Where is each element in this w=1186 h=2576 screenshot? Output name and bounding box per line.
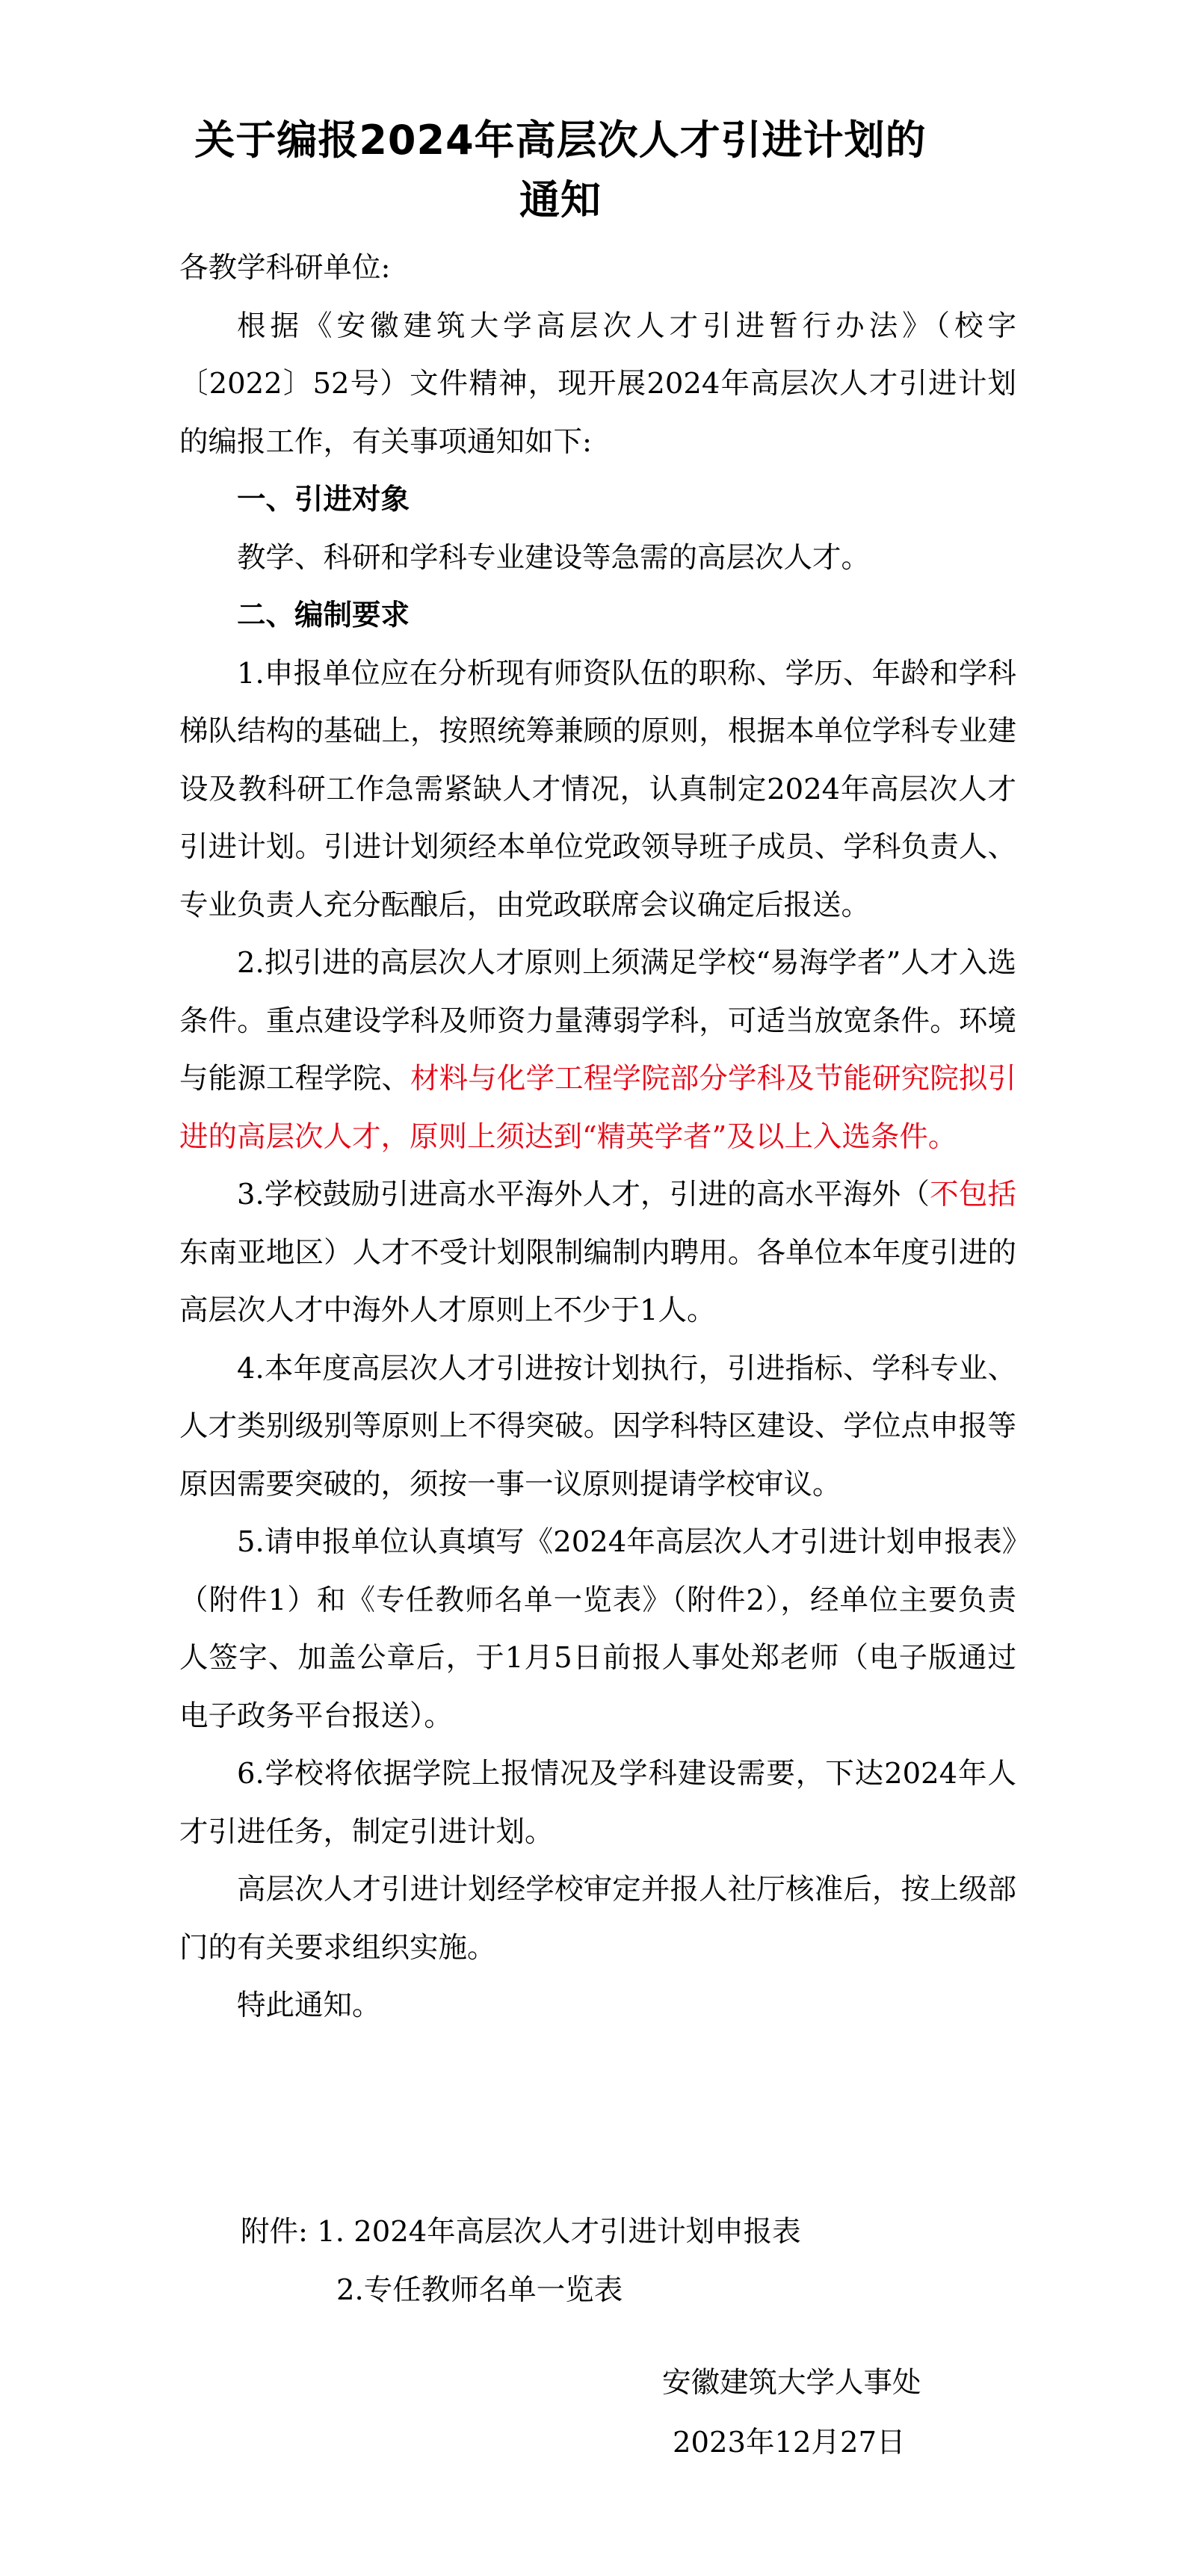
attachment-label: 附件: [241, 2215, 308, 2249]
attachment-item-2: 2.专任教师名单一览表 [336, 2273, 623, 2307]
intro-paragraph: 根据《安徽建筑大学高层次人才引进暂行办法》（校字〔2022〕52号）文件精神，现开展2024年高层次人才引进计划的编报工作，有关事项通知如下: [179, 309, 1016, 459]
signature-date: 2023年12月27日 [673, 2426, 906, 2459]
requirement-item-2 [179, 934, 1016, 1166]
closing-paragraph: 高层次人才引进计划经学校审定并报人社厅核准后，按上级部门的有关要求组织实施。 [179, 1873, 1016, 1965]
closing-notice: 特此通知。 [237, 1989, 381, 2022]
requirement-item-2-text: 2.拟引进的高层次人才原则上须满足学校“易海学者”人才入选条件。重点建设学科及师资力量薄弱学科，可适当放宽条件。环境与能源工程学院、 [179, 946, 1016, 1096]
section-targets-text: 教学、科研和学科专业建设等急需的高层次人才。 [237, 540, 871, 575]
section-heading-requirements: 二、编制要求 [237, 599, 410, 632]
requirement-item-2-highlight: 材料与化学工程学院部分学科及节能研究院拟引进的高层次人才，原则上须达到“精英学者”及以上入选条件。 [179, 1062, 1016, 1154]
salutation: 各教学科研单位: [179, 251, 391, 285]
signature-organization: 安徽建筑大学人事处 [662, 2366, 921, 2400]
requirement-item-3-text-b: 东南亚地区）人才不受计划限制编制内聘用。各单位本年度引进的高层次人才中海外人才原则上不少于1人。 [179, 1235, 1016, 1327]
requirement-item-1: 1.申报单位应在分析现有师资队伍的职称、学历、年龄和学科梯队结构的基础上，按照统筹兼顾的原则，根据本单位学科专业建设及教科研工作急需紧缺人才情况，认真制定2024年高层次人才引进计划。引进计划须经本单位党政领导班子成员、学科负责人、专业负责人充分酝酿后，由党政联席会议确定后报送。 [179, 656, 1016, 922]
requirement-item-6: 6.学校将依据学院上报情况及学科建设需要，下达2024年人才引进任务，制定引进计划。 [179, 1757, 1016, 1849]
requirement-item-4: 4.本年度高层次人才引进按计划执行，引进指标、学科专业、人才类别级别等原则上不得突破。因学科特区建设、学位点申报等原因需要突破的，须按一事一议原则提请学校审议。 [179, 1351, 1016, 1501]
requirement-item-3 [179, 1166, 1016, 1340]
section-heading-targets: 一、引进对象 [237, 483, 410, 516]
document-body [179, 239, 1016, 2035]
requirement-item-5: 5.请申报单位认真填写《2024年高层次人才引进计划申报表》（附件1）和《专任教师名单一览表》（附件2），经单位主要负责人签字、加盖公章后，于1月5日前报人事处郑老师（电子版通过电子政务平台报送）。 [179, 1525, 1016, 1733]
requirement-item-3-text-a: 3.学校鼓励引进高水平海外人才，引进的高水平海外（ [237, 1178, 930, 1211]
document-title-line2: 通知 [519, 176, 602, 223]
attachment-item-1: 1. 2024年高层次人才引进计划申报表 [317, 2215, 801, 2249]
attachment-line-1 [241, 2203, 801, 2261]
requirement-item-3-highlight: 不包括 [930, 1178, 1016, 1211]
document-title-line1: 关于编报2024年高层次人才引进计划的 [194, 117, 927, 164]
